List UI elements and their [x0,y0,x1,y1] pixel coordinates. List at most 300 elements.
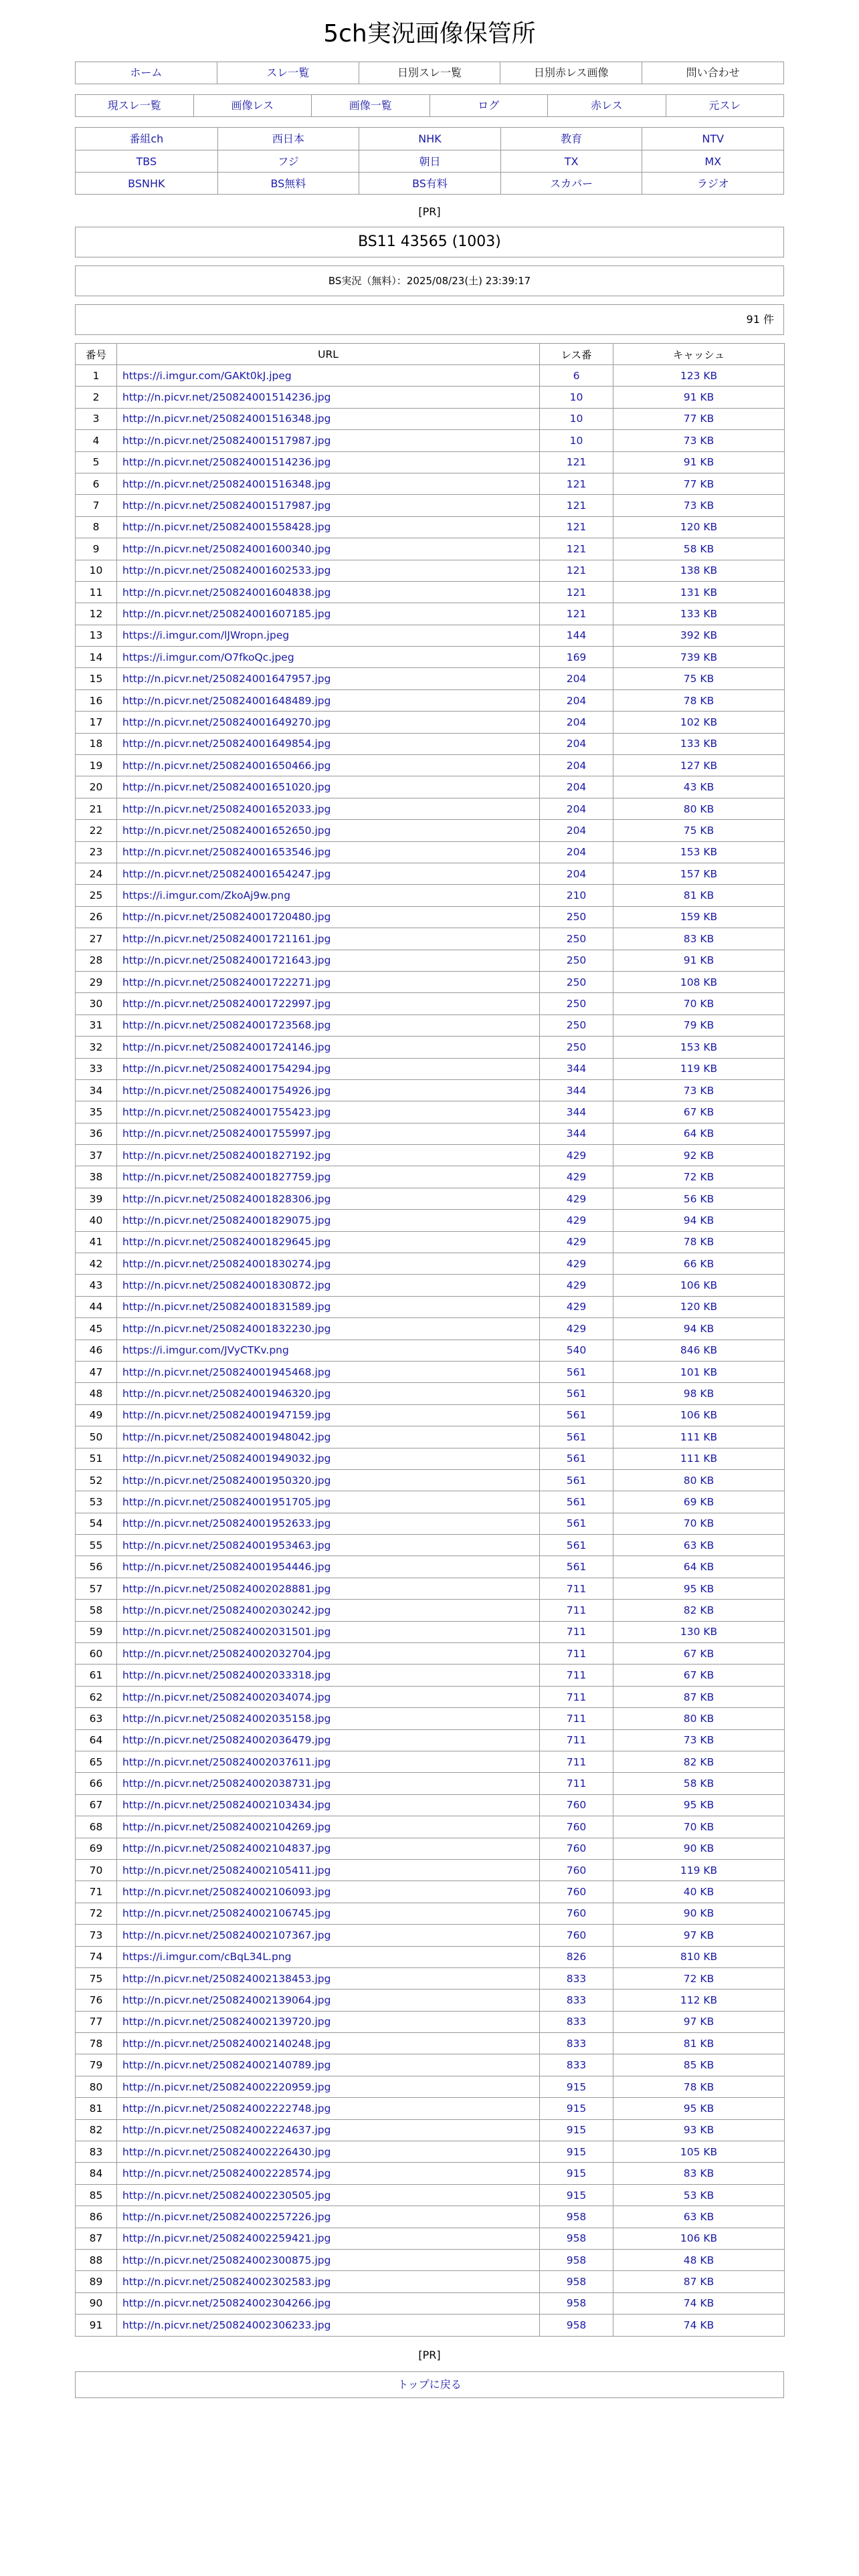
cache-size-link[interactable]: 82 KB [613,1600,785,1621]
image-url-link[interactable]: http://n.picvr.net/250824001649270.jpg [117,712,540,733]
res-number-link[interactable]: 833 [540,2033,613,2054]
res-number-link[interactable]: 760 [540,1794,613,1816]
image-url-link[interactable]: http://n.picvr.net/250824002257226.jpg [117,2206,540,2228]
cache-size-link[interactable]: 133 KB [613,733,785,754]
image-url-link[interactable]: http://n.picvr.net/250824001516348.jpg [117,473,540,494]
image-url-link[interactable]: http://n.picvr.net/250824002228574.jpg [117,2163,540,2184]
cache-size-link[interactable]: 138 KB [613,560,785,581]
image-url-link[interactable]: http://n.picvr.net/250824001947159.jpg [117,1404,540,1426]
image-url-link[interactable]: http://n.picvr.net/250824001755423.jpg [117,1101,540,1123]
image-url-link[interactable]: http://n.picvr.net/250824001953463.jpg [117,1535,540,1556]
res-number-link[interactable]: 760 [540,1838,613,1859]
cache-size-link[interactable]: 94 KB [613,1210,785,1231]
board-link[interactable]: 西日本 [217,128,359,150]
res-number-link[interactable]: 429 [540,1145,613,1166]
res-number-link[interactable]: 760 [540,1925,613,1946]
cache-size-link[interactable]: 111 KB [613,1448,785,1469]
res-number-link[interactable]: 561 [540,1404,613,1426]
image-url-link[interactable]: http://n.picvr.net/250824001948042.jpg [117,1426,540,1448]
image-url-link[interactable]: http://n.picvr.net/250824002104837.jpg [117,1838,540,1859]
cache-size-link[interactable]: 83 KB [613,928,785,950]
image-url-link[interactable]: http://n.picvr.net/250824002302583.jpg [117,2271,540,2292]
res-number-link[interactable]: 250 [540,928,613,950]
cache-size-link[interactable]: 120 KB [613,516,785,538]
res-number-link[interactable]: 826 [540,1946,613,1967]
cache-size-link[interactable]: 78 KB [613,2076,785,2097]
image-url-link[interactable]: http://n.picvr.net/250824001649854.jpg [117,733,540,754]
res-number-link[interactable]: 250 [540,1037,613,1058]
res-number-link[interactable]: 833 [540,1967,613,1989]
cache-size-link[interactable]: 43 KB [613,776,785,798]
image-url-link[interactable]: http://n.picvr.net/250824001830872.jpg [117,1275,540,1296]
image-url-link[interactable]: http://n.picvr.net/250824001650466.jpg [117,755,540,776]
res-number-link[interactable]: 429 [540,1275,613,1296]
cache-size-link[interactable]: 92 KB [613,1145,785,1166]
thread-nav-item[interactable]: ログ [430,95,548,116]
res-number-link[interactable]: 429 [540,1188,613,1209]
image-url-link[interactable]: http://n.picvr.net/250824001950320.jpg [117,1469,540,1491]
res-number-link[interactable]: 429 [540,1253,613,1275]
image-url-link[interactable]: http://n.picvr.net/250824001607185.jpg [117,603,540,625]
image-url-link[interactable]: http://n.picvr.net/250824002105411.jpg [117,1859,540,1881]
cache-size-link[interactable]: 75 KB [613,668,785,689]
res-number-link[interactable]: 10 [540,408,613,429]
board-link[interactable]: フジ [217,150,359,172]
thread-nav-item[interactable]: 画像レス [193,95,312,116]
board-link[interactable]: TBS [76,150,217,172]
image-url-link[interactable]: http://n.picvr.net/250824001600340.jpg [117,538,540,560]
res-number-link[interactable]: 204 [540,776,613,798]
res-number-link[interactable]: 429 [540,1231,613,1253]
res-number-link[interactable]: 958 [540,2249,613,2270]
image-url-link[interactable]: https://i.imgur.com/JVyCTKv.png [117,1339,540,1361]
cache-size-link[interactable]: 133 KB [613,603,785,625]
image-url-link[interactable]: http://n.picvr.net/250824001723568.jpg [117,1014,540,1036]
res-number-link[interactable]: 344 [540,1058,613,1079]
res-number-link[interactable]: 429 [540,1210,613,1231]
board-link[interactable]: 教育 [500,128,642,150]
cache-size-link[interactable]: 846 KB [613,1339,785,1361]
cache-size-link[interactable]: 77 KB [613,408,785,429]
res-number-link[interactable]: 344 [540,1101,613,1123]
cache-size-link[interactable]: 91 KB [613,950,785,971]
res-number-link[interactable]: 121 [540,603,613,625]
res-number-link[interactable]: 344 [540,1079,613,1101]
board-link[interactable]: 朝日 [359,150,500,172]
cache-size-link[interactable]: 64 KB [613,1556,785,1578]
res-number-link[interactable]: 204 [540,733,613,754]
cache-size-link[interactable]: 67 KB [613,1101,785,1123]
cache-size-link[interactable]: 79 KB [613,1014,785,1036]
res-number-link[interactable]: 958 [540,2228,613,2249]
board-link[interactable]: ラジオ [642,172,783,194]
res-number-link[interactable]: 833 [540,2011,613,2032]
res-number-link[interactable]: 711 [540,1643,613,1665]
res-number-link[interactable]: 915 [540,2163,613,2184]
cache-size-link[interactable]: 105 KB [613,2141,785,2163]
cache-size-link[interactable]: 70 KB [613,993,785,1014]
res-number-link[interactable]: 204 [540,863,613,884]
image-url-link[interactable]: http://n.picvr.net/250824001514236.jpg [117,451,540,473]
cache-size-link[interactable]: 108 KB [613,971,785,992]
res-number-link[interactable]: 915 [540,2141,613,2163]
res-number-link[interactable]: 760 [540,1881,613,1903]
thread-nav-item[interactable]: 赤レス [547,95,666,116]
res-number-link[interactable]: 429 [540,1318,613,1339]
res-number-link[interactable]: 760 [540,1903,613,1924]
cache-size-link[interactable]: 106 KB [613,1275,785,1296]
res-number-link[interactable]: 121 [540,581,613,603]
image-url-link[interactable]: http://n.picvr.net/250824001648489.jpg [117,689,540,711]
cache-size-link[interactable]: 78 KB [613,1231,785,1253]
cache-size-link[interactable]: 67 KB [613,1665,785,1686]
board-link[interactable]: BS無料 [217,172,359,194]
image-url-link[interactable]: http://n.picvr.net/250824001517987.jpg [117,495,540,516]
cache-size-link[interactable]: 48 KB [613,2249,785,2270]
image-url-link[interactable]: http://n.picvr.net/250824001830274.jpg [117,1253,540,1275]
image-url-link[interactable]: http://n.picvr.net/250824002107367.jpg [117,1925,540,1946]
res-number-link[interactable]: 711 [540,1665,613,1686]
cache-size-link[interactable]: 90 KB [613,1903,785,1924]
res-number-link[interactable]: 121 [540,473,613,494]
cache-size-link[interactable]: 153 KB [613,1037,785,1058]
main-nav-item[interactable]: ホーム [130,66,163,79]
board-link[interactable]: TX [500,150,642,172]
res-number-link[interactable]: 711 [540,1621,613,1642]
image-url-link[interactable]: http://n.picvr.net/250824002028881.jpg [117,1578,540,1599]
res-number-link[interactable]: 540 [540,1339,613,1361]
image-url-link[interactable]: http://n.picvr.net/250824001651020.jpg [117,776,540,798]
image-url-link[interactable]: http://n.picvr.net/250824002222748.jpg [117,2098,540,2119]
cache-size-link[interactable]: 120 KB [613,1296,785,1317]
res-number-link[interactable]: 204 [540,689,613,711]
cache-size-link[interactable]: 95 KB [613,1794,785,1816]
image-url-link[interactable]: http://n.picvr.net/250824002036479.jpg [117,1729,540,1751]
cache-size-link[interactable]: 810 KB [613,1946,785,1967]
res-number-link[interactable]: 169 [540,647,613,668]
res-number-link[interactable]: 204 [540,841,613,863]
image-url-link[interactable]: http://n.picvr.net/250824001604838.jpg [117,581,540,603]
res-number-link[interactable]: 561 [540,1491,613,1513]
res-number-link[interactable]: 561 [540,1383,613,1404]
cache-size-link[interactable]: 91 KB [613,451,785,473]
cache-size-link[interactable]: 95 KB [613,1578,785,1599]
res-number-link[interactable]: 561 [540,1448,613,1469]
image-url-link[interactable]: http://n.picvr.net/250824002037611.jpg [117,1751,540,1773]
image-url-link[interactable]: http://n.picvr.net/250824001652650.jpg [117,820,540,841]
cache-size-link[interactable]: 91 KB [613,387,785,408]
image-url-link[interactable]: https://i.imgur.com/GAKt0kJ.jpeg [117,365,540,387]
cache-size-link[interactable]: 123 KB [613,365,785,387]
image-url-link[interactable]: http://n.picvr.net/250824001724146.jpg [117,1037,540,1058]
image-url-link[interactable]: http://n.picvr.net/250824002104269.jpg [117,1816,540,1838]
res-number-link[interactable]: 6 [540,365,613,387]
cache-size-link[interactable]: 63 KB [613,1535,785,1556]
cache-size-link[interactable]: 130 KB [613,1621,785,1642]
image-url-link[interactable]: http://n.picvr.net/250824001602533.jpg [117,560,540,581]
image-url-link[interactable]: http://n.picvr.net/250824001517987.jpg [117,430,540,451]
cache-size-link[interactable]: 98 KB [613,1383,785,1404]
cache-size-link[interactable]: 64 KB [613,1123,785,1144]
board-link[interactable]: スカパー [500,172,642,194]
cache-size-link[interactable]: 58 KB [613,1773,785,1794]
res-number-link[interactable]: 561 [540,1513,613,1534]
image-url-link[interactable]: http://n.picvr.net/250824002038731.jpg [117,1773,540,1794]
res-number-link[interactable]: 10 [540,430,613,451]
res-number-link[interactable]: 561 [540,1469,613,1491]
res-number-link[interactable]: 561 [540,1361,613,1382]
cache-size-link[interactable]: 131 KB [613,581,785,603]
cache-size-link[interactable]: 81 KB [613,2033,785,2054]
image-url-link[interactable]: http://n.picvr.net/250824001945468.jpg [117,1361,540,1382]
cache-size-link[interactable]: 67 KB [613,1643,785,1665]
res-number-link[interactable]: 711 [540,1600,613,1621]
res-number-link[interactable]: 204 [540,755,613,776]
image-url-link[interactable]: http://n.picvr.net/250824001827192.jpg [117,1145,540,1166]
cache-size-link[interactable]: 87 KB [613,1686,785,1707]
cache-size-link[interactable]: 66 KB [613,1253,785,1275]
image-url-link[interactable]: http://n.picvr.net/250824002031501.jpg [117,1621,540,1642]
image-url-link[interactable]: http://n.picvr.net/250824001514236.jpg [117,387,540,408]
cache-size-link[interactable]: 70 KB [613,1816,785,1838]
res-number-link[interactable]: 250 [540,906,613,928]
res-number-link[interactable]: 711 [540,1773,613,1794]
cache-size-link[interactable]: 72 KB [613,1166,785,1188]
cache-size-link[interactable]: 102 KB [613,712,785,733]
cache-size-link[interactable]: 58 KB [613,538,785,560]
image-url-link[interactable]: http://n.picvr.net/250824002220959.jpg [117,2076,540,2097]
main-nav-item[interactable]: 問い合わせ [642,62,783,84]
image-url-link[interactable]: http://n.picvr.net/250824001831589.jpg [117,1296,540,1317]
res-number-link[interactable]: 250 [540,993,613,1014]
res-number-link[interactable]: 711 [540,1686,613,1707]
image-url-link[interactable]: http://n.picvr.net/250824002030242.jpg [117,1600,540,1621]
cache-size-link[interactable]: 739 KB [613,647,785,668]
image-url-link[interactable]: http://n.picvr.net/250824001951705.jpg [117,1491,540,1513]
res-number-link[interactable]: 711 [540,1578,613,1599]
thread-nav-item[interactable]: 画像一覧 [311,95,430,116]
cache-size-link[interactable]: 78 KB [613,689,785,711]
cache-size-link[interactable]: 73 KB [613,1079,785,1101]
cache-size-link[interactable]: 83 KB [613,2163,785,2184]
res-number-link[interactable]: 833 [540,1990,613,2011]
cache-size-link[interactable]: 74 KB [613,2292,785,2314]
cache-size-link[interactable]: 80 KB [613,1708,785,1729]
image-url-link[interactable]: http://n.picvr.net/250824001829645.jpg [117,1231,540,1253]
image-url-link[interactable]: http://n.picvr.net/250824002139064.jpg [117,1990,540,2011]
image-url-link[interactable]: http://n.picvr.net/250824002140789.jpg [117,2054,540,2076]
cache-size-link[interactable]: 80 KB [613,1469,785,1491]
image-url-link[interactable]: http://n.picvr.net/250824002140248.jpg [117,2033,540,2054]
cache-size-link[interactable]: 87 KB [613,2271,785,2292]
image-url-link[interactable]: http://n.picvr.net/250824002032704.jpg [117,1643,540,1665]
image-url-link[interactable]: https://i.imgur.com/cBqL34L.png [117,1946,540,1967]
image-url-link[interactable]: http://n.picvr.net/250824001755997.jpg [117,1123,540,1144]
image-url-link[interactable]: http://n.picvr.net/250824002138453.jpg [117,1967,540,1989]
cache-size-link[interactable]: 95 KB [613,2098,785,2119]
res-number-link[interactable]: 958 [540,2292,613,2314]
res-number-link[interactable]: 915 [540,2119,613,2141]
board-link[interactable]: BSNHK [76,172,217,194]
res-number-link[interactable]: 121 [540,560,613,581]
cache-size-link[interactable]: 74 KB [613,2315,785,2336]
res-number-link[interactable]: 250 [540,971,613,992]
board-link[interactable]: BS有料 [359,172,500,194]
thread-nav-item[interactable]: 現スレ一覧 [107,99,161,112]
image-url-link[interactable]: https://i.imgur.com/O7fkoQc.jpeg [117,647,540,668]
res-number-link[interactable]: 711 [540,1729,613,1751]
image-url-link[interactable]: http://n.picvr.net/250824002259421.jpg [117,2228,540,2249]
cache-size-link[interactable]: 85 KB [613,2054,785,2076]
res-number-link[interactable]: 121 [540,516,613,538]
image-url-link[interactable]: http://n.picvr.net/250824002300875.jpg [117,2249,540,2270]
cache-size-link[interactable]: 75 KB [613,820,785,841]
res-number-link[interactable]: 204 [540,668,613,689]
res-number-link[interactable]: 915 [540,2076,613,2097]
image-url-link[interactable]: http://n.picvr.net/250824002224637.jpg [117,2119,540,2141]
cache-size-link[interactable]: 111 KB [613,1426,785,1448]
image-url-link[interactable]: http://n.picvr.net/250824001949032.jpg [117,1448,540,1469]
cache-size-link[interactable]: 112 KB [613,1990,785,2011]
image-url-link[interactable]: http://n.picvr.net/250824001721161.jpg [117,928,540,950]
cache-size-link[interactable]: 53 KB [613,2184,785,2206]
res-number-link[interactable]: 711 [540,1708,613,1729]
res-number-link[interactable]: 250 [540,1014,613,1036]
cache-size-link[interactable]: 127 KB [613,755,785,776]
image-url-link[interactable]: http://n.picvr.net/250824001647957.jpg [117,668,540,689]
cache-size-link[interactable]: 106 KB [613,1404,785,1426]
image-url-link[interactable]: http://n.picvr.net/250824002139720.jpg [117,2011,540,2032]
cache-size-link[interactable]: 63 KB [613,2206,785,2228]
board-link[interactable]: MX [642,150,783,172]
image-url-link[interactable]: http://n.picvr.net/250824002103434.jpg [117,1794,540,1816]
cache-size-link[interactable]: 97 KB [613,1925,785,1946]
res-number-link[interactable]: 958 [540,2315,613,2336]
image-url-link[interactable]: http://n.picvr.net/250824001722271.jpg [117,971,540,992]
res-number-link[interactable]: 561 [540,1556,613,1578]
res-number-link[interactable]: 344 [540,1123,613,1144]
site-title[interactable]: 5ch実況画像保管所 [323,20,536,47]
cache-size-link[interactable]: 97 KB [613,2011,785,2032]
cache-size-link[interactable]: 40 KB [613,1881,785,1903]
image-url-link[interactable]: http://n.picvr.net/250824001652033.jpg [117,798,540,819]
image-url-link[interactable]: http://n.picvr.net/250824001832230.jpg [117,1318,540,1339]
res-number-link[interactable]: 10 [540,387,613,408]
cache-size-link[interactable]: 73 KB [613,430,785,451]
image-url-link[interactable]: http://n.picvr.net/250824002226430.jpg [117,2141,540,2163]
image-url-link[interactable]: http://n.picvr.net/250824001754926.jpg [117,1079,540,1101]
cache-size-link[interactable]: 392 KB [613,625,785,646]
image-url-link[interactable]: http://n.picvr.net/250824001722997.jpg [117,993,540,1014]
board-link[interactable]: 番組ch [129,132,164,145]
res-number-link[interactable]: 429 [540,1296,613,1317]
image-url-link[interactable]: http://n.picvr.net/250824001653546.jpg [117,841,540,863]
image-url-link[interactable]: http://n.picvr.net/250824002230505.jpg [117,2184,540,2206]
image-url-link[interactable]: http://n.picvr.net/250824001952633.jpg [117,1513,540,1534]
cache-size-link[interactable]: 69 KB [613,1491,785,1513]
res-number-link[interactable]: 429 [540,1166,613,1188]
res-number-link[interactable]: 210 [540,885,613,906]
cache-size-link[interactable]: 81 KB [613,885,785,906]
cache-size-link[interactable]: 56 KB [613,1188,785,1209]
cache-size-link[interactable]: 106 KB [613,2228,785,2249]
res-number-link[interactable]: 121 [540,538,613,560]
res-number-link[interactable]: 561 [540,1426,613,1448]
cache-size-link[interactable]: 72 KB [613,1967,785,1989]
image-url-link[interactable]: http://n.picvr.net/250824002034074.jpg [117,1686,540,1707]
image-url-link[interactable]: http://n.picvr.net/250824002306233.jpg [117,2315,540,2336]
res-number-link[interactable]: 121 [540,495,613,516]
cache-size-link[interactable]: 82 KB [613,1751,785,1773]
res-number-link[interactable]: 204 [540,712,613,733]
image-url-link[interactable]: http://n.picvr.net/250824002106745.jpg [117,1903,540,1924]
res-number-link[interactable]: 121 [540,451,613,473]
cache-size-link[interactable]: 157 KB [613,863,785,884]
cache-size-link[interactable]: 73 KB [613,495,785,516]
cache-size-link[interactable]: 93 KB [613,2119,785,2141]
cache-size-link[interactable]: 77 KB [613,473,785,494]
image-url-link[interactable]: http://n.picvr.net/250824001754294.jpg [117,1058,540,1079]
image-url-link[interactable]: http://n.picvr.net/250824002106093.jpg [117,1881,540,1903]
image-url-link[interactable]: http://n.picvr.net/250824002033318.jpg [117,1665,540,1686]
image-url-link[interactable]: http://n.picvr.net/250824001828306.jpg [117,1188,540,1209]
res-number-link[interactable]: 958 [540,2271,613,2292]
cache-size-link[interactable]: 119 KB [613,1859,785,1881]
image-url-link[interactable]: http://n.picvr.net/250824001721643.jpg [117,950,540,971]
image-url-link[interactable]: http://n.picvr.net/250824002304266.jpg [117,2292,540,2314]
image-url-link[interactable]: http://n.picvr.net/250824001827759.jpg [117,1166,540,1188]
res-number-link[interactable]: 915 [540,2184,613,2206]
image-url-link[interactable]: http://n.picvr.net/250824001654247.jpg [117,863,540,884]
image-url-link[interactable]: https://i.imgur.com/lJWropn.jpeg [117,625,540,646]
board-link[interactable]: NHK [359,128,500,150]
image-url-link[interactable]: http://n.picvr.net/250824001946320.jpg [117,1383,540,1404]
res-number-link[interactable]: 561 [540,1535,613,1556]
cache-size-link[interactable]: 90 KB [613,1838,785,1859]
res-number-link[interactable]: 915 [540,2098,613,2119]
board-link[interactable]: NTV [642,128,783,150]
cache-size-link[interactable]: 159 KB [613,906,785,928]
cache-size-link[interactable]: 101 KB [613,1361,785,1382]
cache-size-link[interactable]: 73 KB [613,1729,785,1751]
res-number-link[interactable]: 958 [540,2206,613,2228]
res-number-link[interactable]: 144 [540,625,613,646]
image-url-link[interactable]: http://n.picvr.net/250824001720480.jpg [117,906,540,928]
res-number-link[interactable]: 711 [540,1751,613,1773]
cache-size-link[interactable]: 94 KB [613,1318,785,1339]
res-number-link[interactable]: 204 [540,798,613,819]
res-number-link[interactable]: 833 [540,2054,613,2076]
image-url-link[interactable]: https://i.imgur.com/ZkoAj9w.png [117,885,540,906]
res-number-link[interactable]: 760 [540,1816,613,1838]
res-number-link[interactable]: 204 [540,820,613,841]
cache-size-link[interactable]: 153 KB [613,841,785,863]
res-number-link[interactable]: 250 [540,950,613,971]
main-nav-item[interactable]: スレ一覧 [217,62,359,84]
main-nav-item[interactable]: 日別赤レス画像 [500,62,642,84]
image-url-link[interactable]: http://n.picvr.net/250824002035158.jpg [117,1708,540,1729]
main-nav-item[interactable]: 日別スレ一覧 [359,62,500,84]
cache-size-link[interactable]: 119 KB [613,1058,785,1079]
image-url-link[interactable]: http://n.picvr.net/250824001516348.jpg [117,408,540,429]
image-url-link[interactable]: http://n.picvr.net/250824001954446.jpg [117,1556,540,1578]
cache-size-link[interactable]: 70 KB [613,1513,785,1534]
back-to-top-link[interactable]: トップに戻る [75,2371,784,2398]
res-number-link[interactable]: 760 [540,1859,613,1881]
image-url-link[interactable]: http://n.picvr.net/250824001829075.jpg [117,1210,540,1231]
image-url-link[interactable]: http://n.picvr.net/250824001558428.jpg [117,516,540,538]
thread-nav-item[interactable]: 元スレ [666,95,784,116]
